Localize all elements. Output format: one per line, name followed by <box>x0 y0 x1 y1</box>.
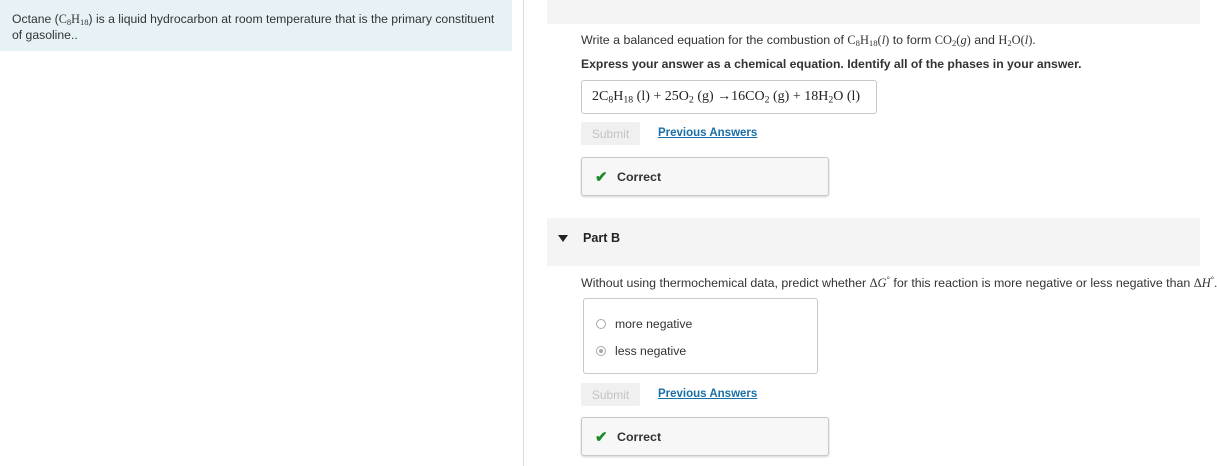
choice-label: less negative <box>615 344 687 358</box>
checkmark-icon: ✔ <box>595 168 608 186</box>
water-liquid-formula: $H_2O(l)$. <box>998 33 1036 49</box>
part-a-previous-answers-link[interactable]: Previous Answers <box>658 127 758 139</box>
part-b-header[interactable] <box>558 231 620 245</box>
part-b-title: Part B <box>583 231 621 245</box>
part-b-submit-button[interactable]: Submit <box>581 383 640 406</box>
part-a-header-band <box>547 0 1200 24</box>
delta-h-symbol: ΔH°. <box>1193 274 1217 290</box>
part-b-question-text-2: for this reaction is more negative or less negative than <box>893 276 1191 290</box>
radio-button-selected[interactable] <box>596 346 606 356</box>
column-divider <box>523 0 524 466</box>
part-a-instruction: Express your answer as a chemical equation. Identify all of the phases in your answer. <box>581 57 1082 71</box>
checkmark-icon: ✔ <box>595 428 608 446</box>
intro-text-after: ) is a liquid hydrocarbon at room temperature that is the primary constituent of gasoline.. <box>12 12 495 42</box>
problem-intro <box>0 0 512 51</box>
answer-equation-text: $2C_8H_{18}$ $(l) + 25O_2$ $(g) \to 16CO_2$ $(g) + 18H_2O$ (l) <box>592 89 861 106</box>
part-a-submit-button[interactable]: Submit <box>581 122 640 145</box>
choice-more-negative[interactable] <box>596 317 692 331</box>
choice-less-negative[interactable] <box>596 344 686 358</box>
octane-formula: $C_8H_{18}$ <box>58 12 89 28</box>
answer-equation-field[interactable] <box>581 80 877 114</box>
part-b-question <box>581 276 1217 291</box>
part-b-feedback-label: Correct <box>617 429 662 444</box>
part-a-feedback <box>581 157 829 196</box>
intro-text-before: Octane ( <box>12 12 59 26</box>
part-a-question <box>581 33 1035 48</box>
delta-g-symbol: ΔG° <box>869 274 890 290</box>
choice-label: more negative <box>615 317 693 331</box>
triangle-down-icon[interactable] <box>558 235 568 242</box>
part-b-previous-answers-link[interactable]: Previous Answers <box>658 388 758 400</box>
part-a-question-text: Write a balanced equation for the combustion of <box>581 33 844 47</box>
part-b-header-band <box>547 218 1200 266</box>
part-a-feedback-label: Correct <box>617 169 662 184</box>
co2-gas-formula: $CO_2(g)$ <box>934 33 971 49</box>
part-b-question-text: Without using thermochemical data, predict whether <box>581 276 867 290</box>
radio-button[interactable] <box>596 319 606 329</box>
part-a-question-text-2: to form <box>892 33 932 47</box>
octane-formula-liquid: $C_8H_{18}(l)$ <box>847 33 890 49</box>
part-b-choices <box>583 298 818 374</box>
part-b-feedback <box>581 417 829 456</box>
part-a-question-text-3: and <box>974 33 995 47</box>
